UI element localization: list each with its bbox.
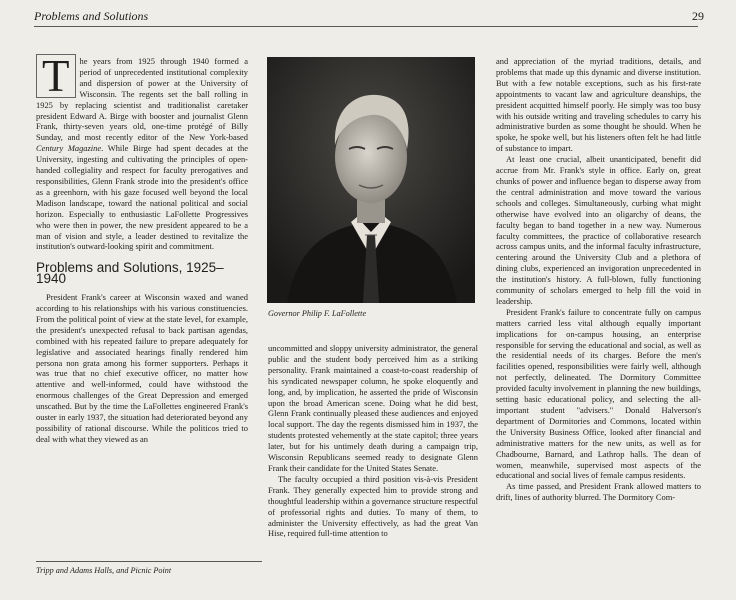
body-paragraph: President Frank's career at Wisconsin waxed and waned according to his relationships with his various constituencies. From the political point of view at the state level, for example, the president's unexpected refusal to back partisan agendas, combined with his repeated failure to prepare adequately for legislative and associated hearings finally rendered him persona non grata among his former supporters. Perhaps it was true that no chief executive officer, no matter how attentive and well-informed, could have withstood the enormous challenges of the Great Depression and emerged unscathed. But by the time the LaFollettes engineered Frank's ouster in early 1937, the situation had deteriorated beyond any possibility of rational discourse. While the politicos tried to deal with what they viewed as an: [36, 292, 248, 444]
section-heading: Problems and Solutions, 1925–1940: [36, 260, 224, 287]
body-paragraph: uncommitted and sloppy university administrator, the general public and the student body perceived him as a striking personality. Frank maintained a coast-to-coast readership of his syndicated newspaper column, he spoke eloquently and long, and, by implication, he asserted the pride of Wisconsin upon the broad American scene. Doing what he did best, Glenn Frank continually pleased these audiences and enjoyed local support. The day the regents dismissed him in 1937, the students protested vehemently at the state capitol; three years later, but for his untimely death during a campaign trip, Wisconsin Republicans seemed ready to designate Glenn Frank their candidate for the United States Senate.: [268, 343, 478, 473]
column-middle: [268, 343, 478, 539]
intro-text-continued: . While Birge had spent decades at the University, ingesting and cultivating the principles of open-handed collegiality and respect for faculty prerogatives and responsibilities, Glenn Frank strode into the president's office as a greenhorn, with his gaze focused well beyond the local Madison landscape, toward the national political and social horizon. Especially to enthusiastic LaFollette Progressives who were then in power, the new president appeared to be a man of vision and style, a leader destined to revitalize the institution's outward-looking spirit and commitment.: [36, 143, 248, 252]
portrait-photo: [267, 57, 475, 303]
portrait-image: [267, 57, 475, 303]
footer-caption: Tripp and Adams Halls, and Picnic Point: [36, 566, 172, 575]
body-paragraph: As time passed, and President Frank allowed matters to drift, lines of authority blurred. The Dormitory Com-: [496, 481, 701, 503]
column-left: [36, 51, 248, 445]
header-rule: [34, 26, 698, 27]
photo-caption: Governor Philip F. LaFollette: [268, 309, 367, 318]
body-paragraph: The faculty occupied a third position vis-à-vis President Frank. They generally expected him to provide strong and thoughtful leadership within a governance structure respectful of professorial rights and duties. To many of them, to administer the University effectively, as had the great Van Hise, required full-time attention to: [268, 473, 478, 539]
drop-cap: T: [36, 54, 76, 98]
column-right: [496, 56, 701, 503]
body-paragraph: At least one crucial, albeit unanticipated, benefit did accrue from Mr. Frank's style in office. Early on, great chunks of power and influence began to disperse away from the central administration and move toward the various schools and colleges. Simultaneously, curbing what might otherwise have evolved into an oligarchy of deans, the faculty began to band together in a new way. Numerous faculty committees, the practice of collaborative research across campus units, and the informal faculty infrastructure, centering around the University Club and a plethora of dining clubs, experienced an invigoration unprecedented in the institution's history. A full-blown, fully functioning community of scholars emerged to help fill the void in leadership.: [496, 154, 701, 306]
running-header: [34, 9, 704, 27]
magazine-title: Century Magazine: [36, 143, 102, 154]
page-number: 29: [692, 9, 704, 23]
body-paragraph: and appreciation of the myriad traditions, details, and problems that made up this dynamic and diverse institution. But with a few notable exceptions, such as his first-rate appointments to vacant law and agriculture deanships, the president acquitted himself poorly. He simply was too busy with his outside writing and traveling schedules to carry his administrative burden as some thought he should. When he spoke, he spoke well, but his listeners often felt he had little of substance to impart.: [496, 56, 701, 154]
intro-paragraph: [36, 51, 248, 252]
section-title: Problems and Solutions: [34, 9, 149, 23]
intro-text: he years from 1925 through 1940 formed a period of unprecedented institutional complexity and dispersion of power at the University of Wisconsin. The regents set the ball rolling in 1925 by replacing scientist and traditionalist caretaker president Edward A. Birge with booster and journalist Glenn Frank, thirty-seven years old, one-time protégé of Billy Sunday, and most recently editor of the New York-based: [36, 56, 248, 143]
caption-rule: [36, 561, 262, 562]
body-paragraph: President Frank's failure to concentrate fully on campus matters carried less vital although equally important implications for on-campus housing, an enterprise responsible for serving the educational and social, as well as the residential needs of its charges. Before the men's facilities opened, responsibilities were fairly well, although not perfectly, delineated. The Dormitory Committee provided faculty involvement in planning the new buildings, setting basic educational policy, and selecting the all-important student "advisers." Donald Halverson's department of Dormitories and Commons, located within the University Business Office, looked after financial and administrative matters for the new units, as well as for Chadbourne, Barnard, and Lathrop halls. The dean of women, meanwhile, supervised most aspects of the educational and social lives of female campus residents.: [496, 306, 701, 481]
